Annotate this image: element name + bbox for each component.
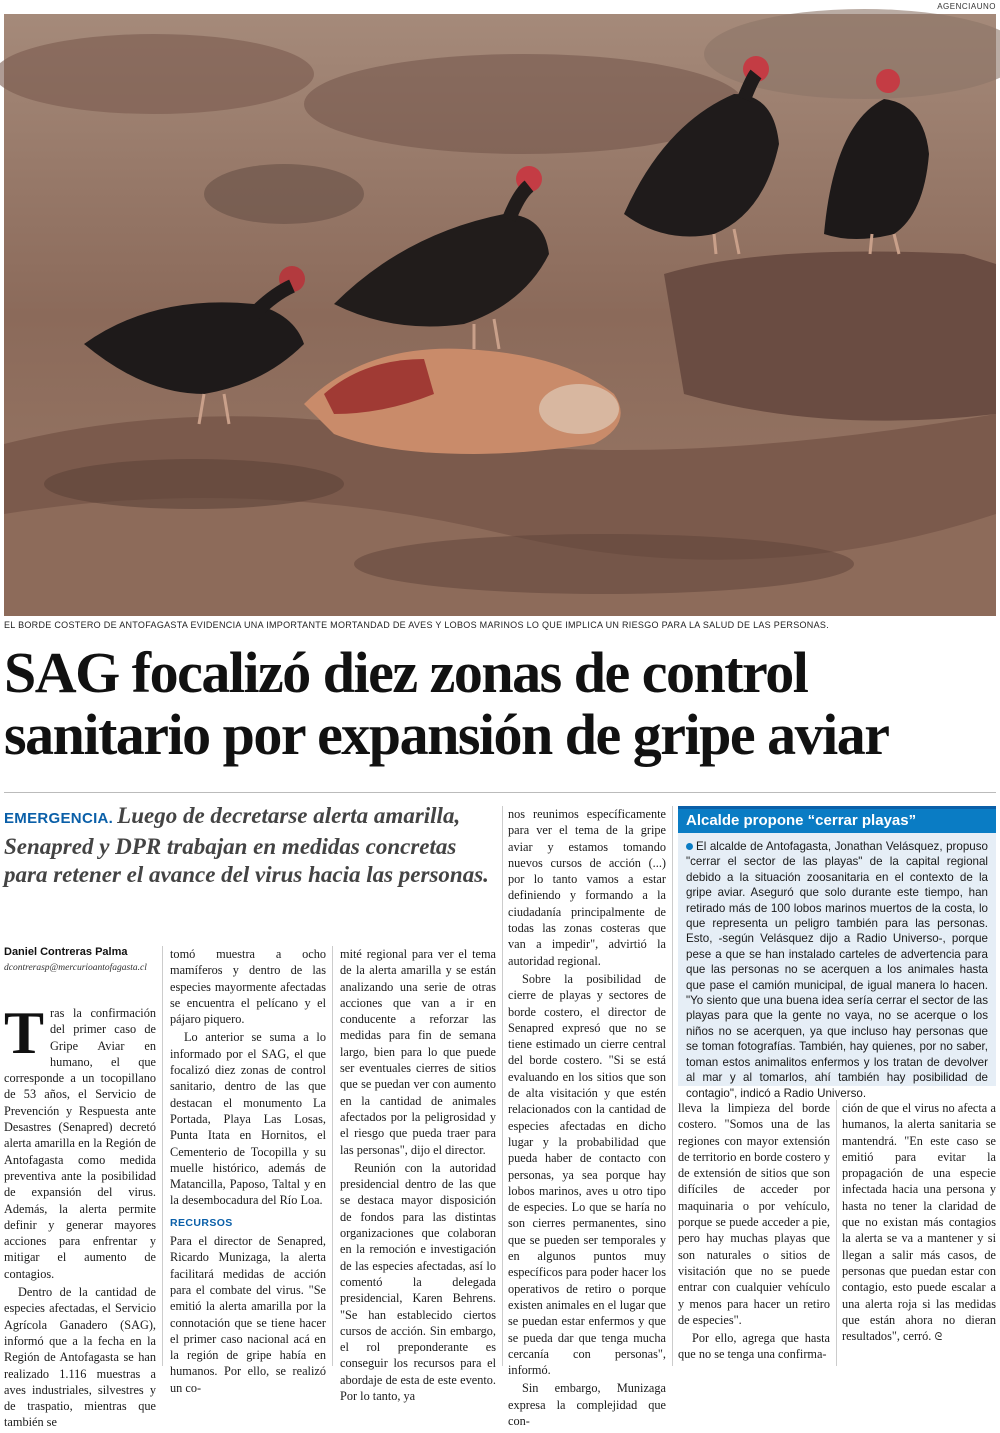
photo-credit: AGENCIAUNO bbox=[937, 2, 996, 11]
byline bbox=[4, 946, 160, 973]
headline-divider bbox=[4, 792, 996, 793]
article-column-4 bbox=[508, 806, 666, 1431]
article-column-6 bbox=[842, 1100, 996, 1347]
column-divider bbox=[502, 806, 503, 1366]
lead-text: Luego de decretarse alerta amarilla, Senapred y DPR trabajan en medidas concretas para retener el avance del virus hacia las personas. bbox=[4, 803, 489, 887]
sidebar-body: El alcalde de Antofagasta, Jonathan Velásquez, propuso "cerrar el sector de las playas" de la capital regional debido a la situación zoosanitaria en el contexto de la gripe aviar. Aseguró que solo durante este tiempo, han retirado más de 100 lobos marinos muertos de la costa, lo que representa un peligro también para las personas. Esto, -según Velásquez dijo a Radio Universo-, porque pese a que se han instalado carteles de advertencia para que las personas no se acerquen a los animales hasta que pase el camión municipal, de igual manera lo hacen. "Yo siento que una buena idea sería cerrar el sector de las playas para que la gente no vaya, no se acerque o los niños no se acerquen, ya que incluso hay personas que se toman fotografías. También, hay quienes, por no saber, toman estos animalitos enfermos y los tratan de devolver al mar y al tomarlos, ahí también hay posibilidad de contagio", indicó a Radio Universo. bbox=[686, 840, 988, 1100]
article-paragraph bbox=[842, 1100, 996, 1345]
kicker: EMERGENCIA. bbox=[4, 810, 114, 827]
paragraph-text: ras la confirmación del primer caso de Gripe Aviar en humano, el que corresponde a un tocopillano de 53 años, el Servicio de Prevención y Respuesta ante Desastres (Senapred) decretó alerta amarilla en la Región de Antofagasta como medida preventiva ante la posibilidad de expansión del virus. Además, la alerta permite definir y generar mayores acciones para enfrentar y mitigar el aumento de contagios. bbox=[4, 1006, 156, 1281]
article-paragraph: nos reunimos específicamente para ver el tema de la gripe aviar y estamos tomando nuevos cursos de acción (...) por lo tanto vamos a estar definiendo y formando a la ciudadanía principalmente de todas las zonas costeras que van a impedir", advirtió la autoridad regional. bbox=[508, 807, 666, 968]
article-column-1 bbox=[4, 1000, 156, 1433]
article-paragraph: Dentro de la cantidad de especies afectadas, el Servicio Agrícola Ganadero (SAG), informó que a la fecha en la Región de Antofagasta se han realizado 1.116 muestras a aves industriales, silvestres y de traspatio, mientras que también se bbox=[4, 1285, 156, 1430]
article-paragraph bbox=[4, 1000, 156, 1282]
headline: SAG focalizó diez zonas de control sanitario por expansión de gripe aviar bbox=[4, 640, 889, 767]
column-divider bbox=[836, 1100, 837, 1366]
bullet-icon bbox=[686, 843, 693, 850]
article-paragraph: Sobre la posibilidad de cierre de playas y sectores de borde costero, el director de Senapred expresó que no se tiene estimado un cierre central del borde costero. "Si se está evaluando en los sitios que son de alta visitación y que estén relacionados con la cantidad de especies afectadas en dicho lugar y la probabilidad que pueda haber de contacto con personas, ya sea porque hay lobos marinos, aves u otro tipo de especies. Lo que se haría no son cierres permanentes, sino que se pueden ser temporales y en algunos puntos muy específicos para poder hacer los operativos de retiro o porque existen animales en el lugar que se puedan estar enfermos y que se pueda dar que tenga mucha cercanía con personas", informó. bbox=[508, 971, 666, 1378]
author-email: dcontrerasp@mercurioantofagasta.cl bbox=[4, 963, 147, 973]
photo-caption: EL BORDE COSTERO DE ANTOFAGASTA EVIDENCIA UNA IMPORTANTE MORTANDAD DE AVES Y LOBOS MARINOS LO QUE IMPLICA UN RIESGO PARA LA SALUD DE LAS PERSONAS. bbox=[4, 620, 830, 630]
article-paragraph: Para el director de Senapred, Ricardo Munizaga, la alerta facilitará medidas de acción para el combate del virus. "Se emitió la alerta amarilla por la connotación que se tiene hacer el primer caso nacional acá en la región de gripe había en humanos. Por ello, se realizó un co- bbox=[170, 1234, 326, 1395]
article-paragraph: Reunión con la autoridad presidencial dentro de las que se destaca mayor disposición de fondos para las distintas organizaciones que colaboran en la remoción e investigación de las especies afectadas, así lo comentó la delegada presidencial, Karen Behrens. "Se han establecido ciertos cursos de acción. Sin embargo, el rol preponderante es conseguir los recursos para el abordaje de esta de este evento. Por lo tanto, ya bbox=[340, 1160, 496, 1404]
section-subhead: RECURSOS bbox=[170, 1216, 233, 1229]
column-divider bbox=[162, 946, 163, 1366]
author-name: Daniel Contreras Palma bbox=[4, 946, 128, 958]
article-paragraph: mité regional para ver el tema de la alerta amarilla y se están analizando una serie de otras acciones que van a ir en conducente a reforzar las medidas para fin de semana largo, bien para lo que puede ser eventuales cierres de sitios que se puedan ver con aumento en la cantidad de animales afectados por la peligrosidad y el riesgo que pueda traer para las personas", dijo el director. bbox=[340, 947, 496, 1157]
lead-paragraph bbox=[4, 802, 492, 889]
sidebar-box bbox=[678, 806, 996, 1100]
sidebar-text bbox=[678, 833, 996, 1107]
paragraph-text: ción de que el virus no afecta a humanos, la alerta sanitaria se mantendrá. "En este caso se emitió para evitar la propagación de una especie infectada hacia una persona y hasta no tener la claridad de que no existan más contagios la alerta se va a mantener y si llegan a salir más casos, de personas que puedan estar con contagio, esto puede escalar a una alerta roja si las medidas que están ahora no dieran resultados", cerró. bbox=[842, 1101, 996, 1344]
column-divider bbox=[672, 806, 673, 1366]
article-paragraph: Lo anterior se suma a lo informado por el SAG, el que focalizó diez zonas de control sanitario, dentro de las que destacan el monumento La Portada, Playa Las Losas, Punta Itata en Hornitos, el Cementerio de Tocopilla y su muelle histórico, además de Matancilla, Paposo, Taltal y en la desembocadura del Río Loa. bbox=[170, 1030, 326, 1208]
dropcap: T bbox=[4, 1000, 45, 1066]
sidebar-title: Alcalde propone “cerrar playas” bbox=[678, 809, 996, 833]
article-paragraph: Por ello, agrega que hasta que no se tenga una confirma- bbox=[678, 1331, 830, 1362]
vultures-photo-illustration bbox=[4, 14, 996, 616]
article-paragraph: Sin embargo, Munizaga expresa la complejidad que con- bbox=[508, 1381, 666, 1428]
article-paragraph: lleva la limpieza del borde costero. "Somos una de las regiones con mayor extensión de territorio en borde costero y de extensión de sitios que son difíciles de acceder por maquinaria o por vehículo, porque se puede acceder a pie, pero hay muchas playas que son naturales o sitios de visitación que no se puede entrar con cualquier vehículo y menos para hacer un retiro de especies". bbox=[678, 1101, 830, 1327]
article-column-5 bbox=[678, 1100, 830, 1365]
news-photo bbox=[4, 14, 996, 616]
end-mark-icon: ᘓ bbox=[934, 1330, 943, 1344]
article-column-2 bbox=[170, 946, 326, 1398]
column-divider bbox=[332, 946, 333, 1366]
article-paragraph: tomó muestra a ocho mamíferos y dentro de las especies mayormente afectadas se encuentra el pelícano y el pájaro piquero. bbox=[170, 947, 326, 1027]
article-column-3 bbox=[340, 946, 496, 1406]
